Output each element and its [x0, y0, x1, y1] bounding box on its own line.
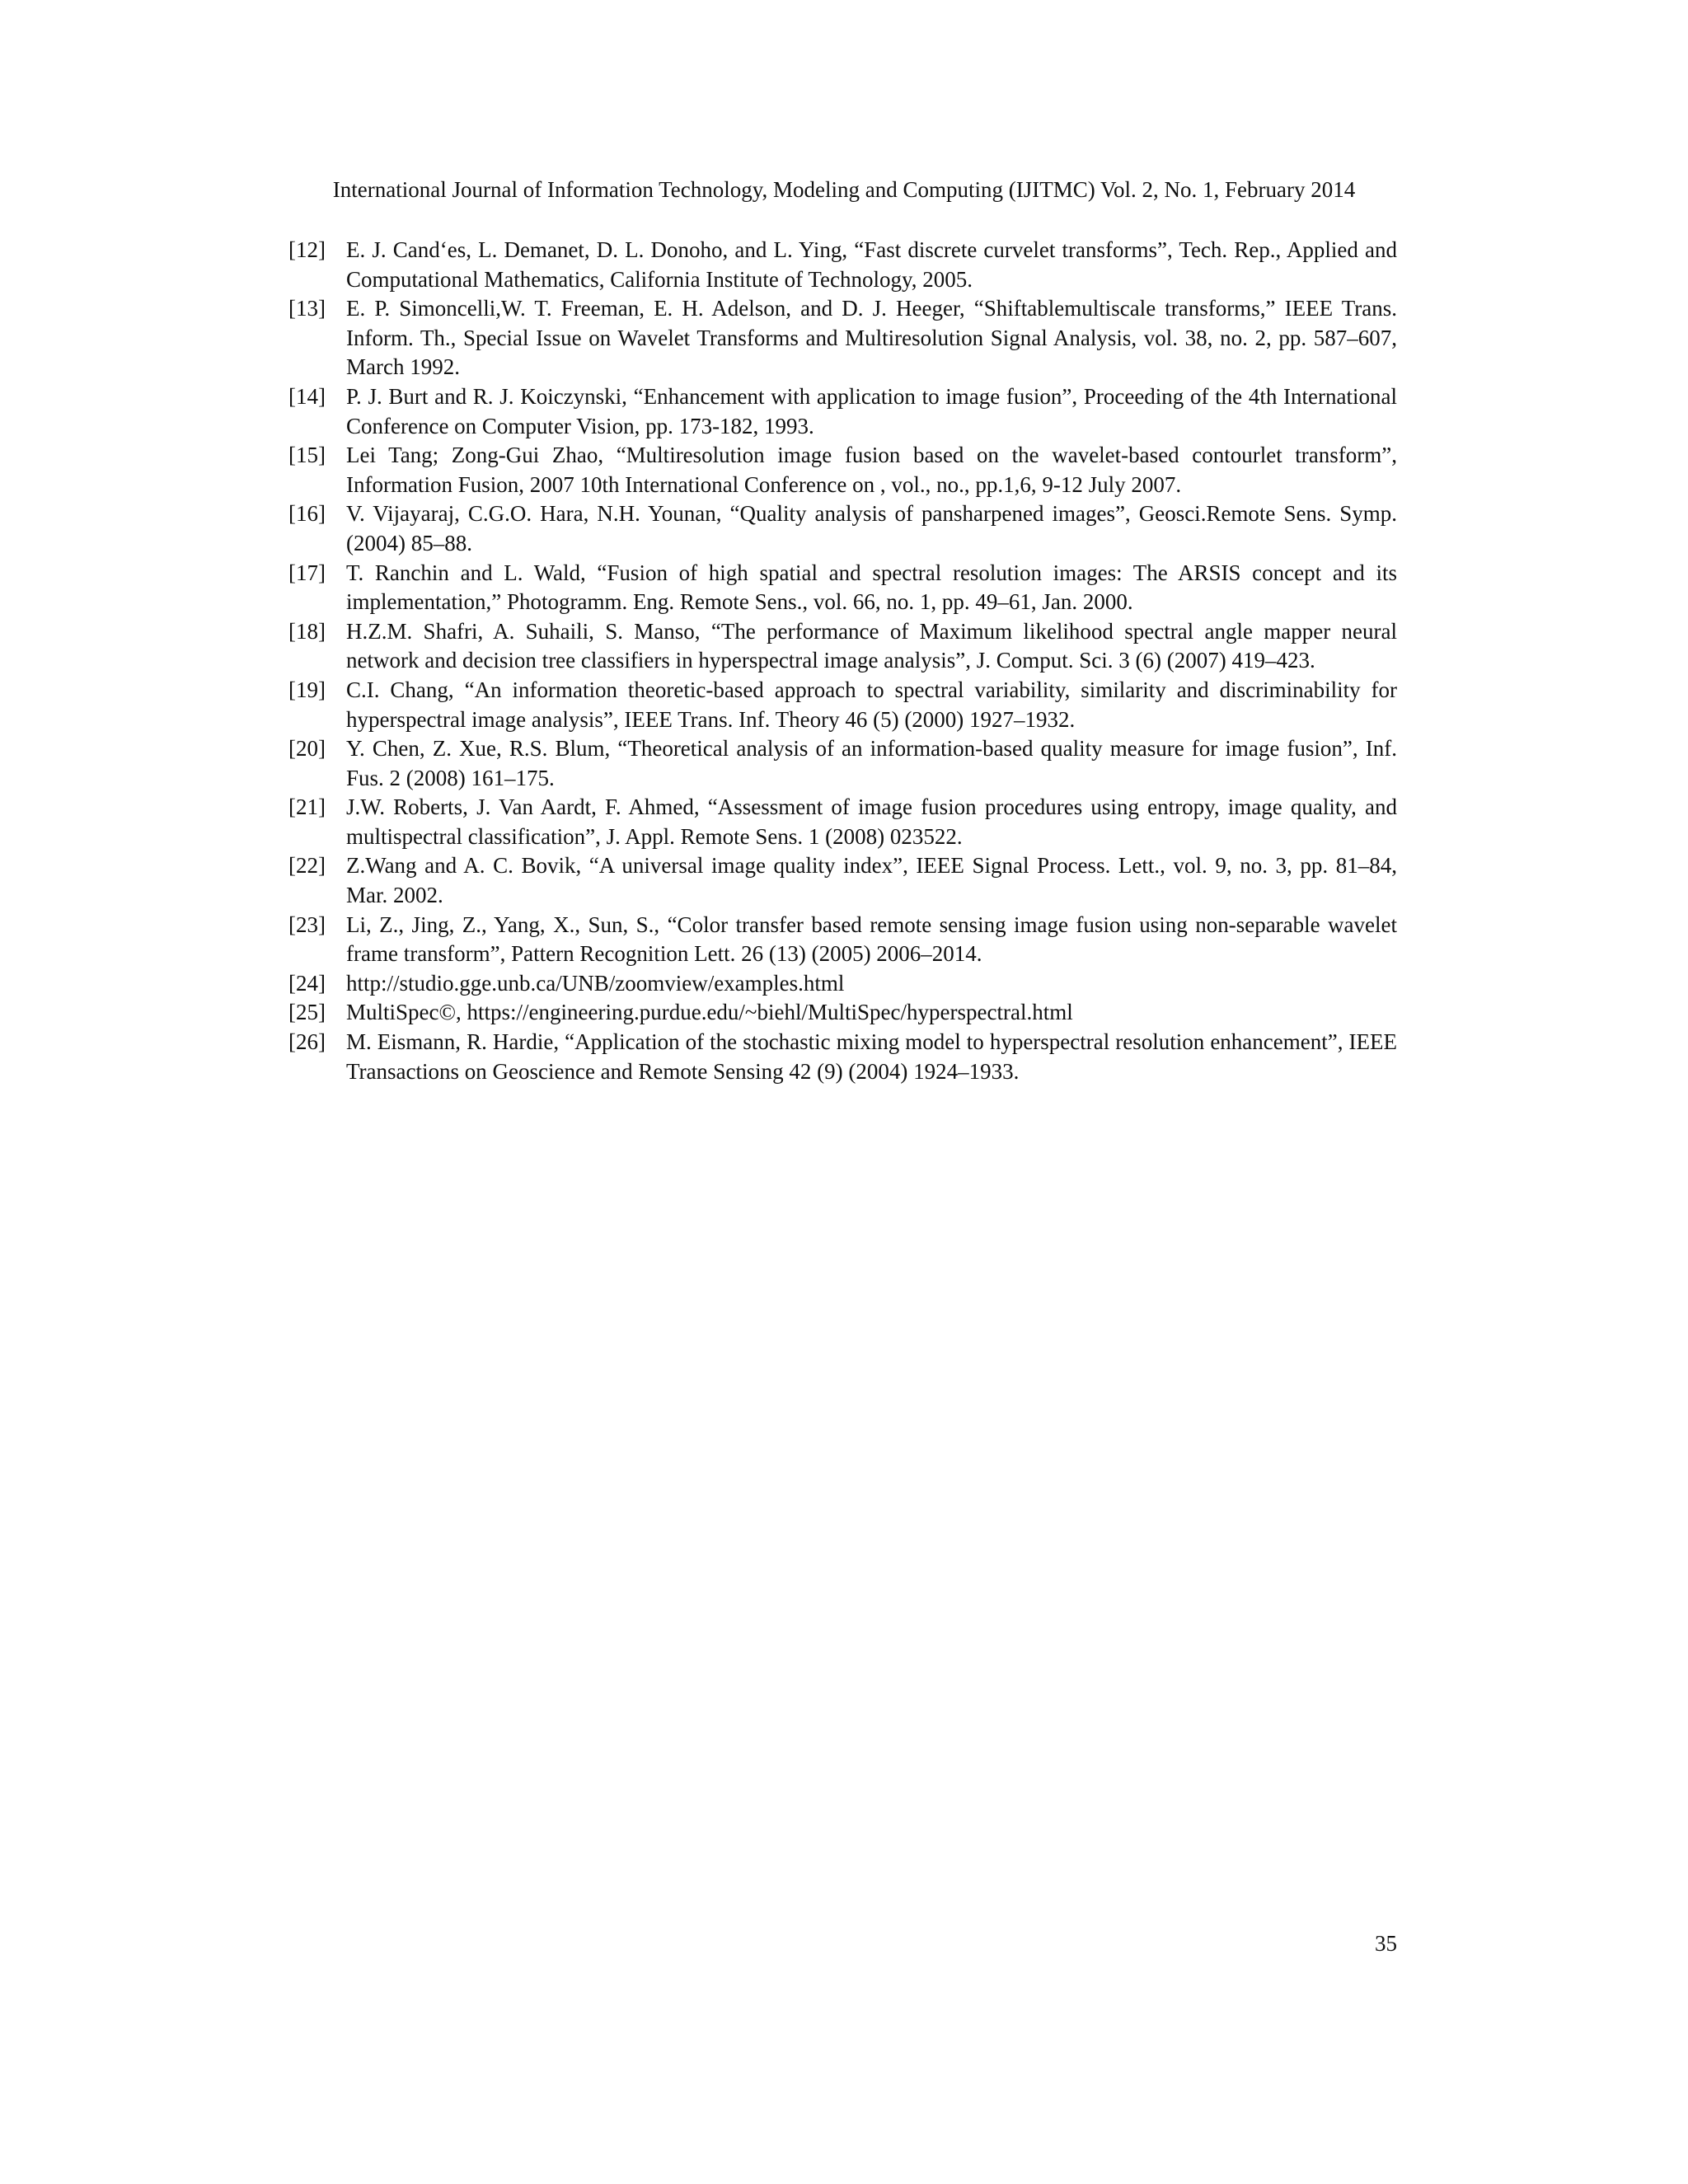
- reference-item: [288, 441, 1397, 499]
- reference-number: [21]: [288, 794, 326, 820]
- reference-number: [12]: [288, 237, 326, 262]
- reference-number: [23]: [288, 912, 326, 937]
- reference-url: MultiSpec©, https://engineering.purdue.edu/~biehl/MultiSpec/hyperspectral.html: [346, 1000, 1073, 1025]
- reference-item: [288, 382, 1397, 441]
- reference-text: J.W. Roberts, J. Van Aardt, F. Ahmed, “Assessment of image fusion procedures using entropy, image quality, and multispectral classification”, J. Appl. Remote Sens. 1 (2008) 023522.: [346, 794, 1397, 849]
- reference-item: [288, 294, 1397, 382]
- reference-item: [288, 236, 1397, 294]
- reference-number: [26]: [288, 1029, 326, 1055]
- reference-text: T. Ranchin and L. Wald, “Fusion of high spatial and spectral resolution images: The ARSIS concept and its implementation,” Photogramm. Eng. Remote Sens., vol. 66, no. 1, pp. 49–61, Jan. 2000.: [346, 560, 1397, 615]
- reference-number: [20]: [288, 736, 326, 762]
- reference-number: [22]: [288, 853, 326, 879]
- reference-text: E. J. Cand‘es, L. Demanet, D. L. Donoho, and L. Ying, “Fast discrete curvelet transforms”, Tech. Rep., Applied and Computational Mathematics, California Institute of Technology, 2005.: [346, 237, 1397, 292]
- reference-text: P. J. Burt and R. J. Koiczynski, “Enhancement with application to image fusion”, Proceeding of the 4th International Conference on Computer Vision, pp. 173-182, 1993.: [346, 383, 1397, 438]
- reference-number: [19]: [288, 677, 326, 702]
- reference-number: [14]: [288, 383, 326, 409]
- reference-item: [288, 499, 1397, 558]
- reference-text: Lei Tang; Zong-Gui Zhao, “Multiresolution image fusion based on the wavelet-based contourlet transform”, Information Fusion, 2007 10th International Conference on , vol., no., pp.1,6, 9-12 July 2007.: [346, 443, 1397, 497]
- reference-item: [288, 676, 1397, 734]
- reference-number: [16]: [288, 501, 326, 527]
- reference-item: [288, 734, 1397, 793]
- reference-number: [25]: [288, 1000, 326, 1025]
- reference-number: [17]: [288, 560, 326, 585]
- reference-item: [288, 559, 1397, 617]
- reference-url: http://studio.gge.unb.ca/UNB/zoomview/examples.html: [346, 970, 845, 996]
- reference-item: [288, 851, 1397, 910]
- reference-item: [288, 793, 1397, 851]
- reference-item: [288, 1028, 1397, 1086]
- reference-text: Li, Z., Jing, Z., Yang, X., Sun, S., “Color transfer based remote sensing image fusion using non-separable wavelet frame transform”, Pattern Recognition Lett. 26 (13) (2005) 2006–2014.: [346, 912, 1397, 967]
- running-header: International Journal of Information Technology, Modeling and Computing (IJITMC) Vol. 2, No. 1, February 2014: [332, 177, 1356, 202]
- reference-number: [13]: [288, 296, 326, 321]
- reference-text: Y. Chen, Z. Xue, R.S. Blum, “Theoretical analysis of an information-based quality measure for image fusion”, Inf. Fus. 2 (2008) 161–175.: [346, 736, 1397, 790]
- reference-item: [288, 617, 1397, 676]
- reference-text: E. P. Simoncelli,W. T. Freeman, E. H. Adelson, and D. J. Heeger, “Shiftablemultiscale transforms,” IEEE Trans. Inform. Th., Special Issue on Wavelet Transforms and Multiresolution Signal Analysis, vol. 38, no. 2, pp. 587–607, March 1992.: [346, 296, 1397, 380]
- page-number: 35: [1375, 1931, 1397, 1956]
- reference-text: C.I. Chang, “An information theoretic-based approach to spectral variability, similarity and discriminability for hyperspectral image analysis”, IEEE Trans. Inf. Theory 46 (5) (2000) 1927–1932.: [346, 677, 1397, 732]
- reference-number: [18]: [288, 618, 326, 644]
- reference-text: H.Z.M. Shafri, A. Suhaili, S. Manso, “The performance of Maximum likelihood spectral angle mapper neural network and decision tree classifiers in hyperspectral image analysis”, J. Comput. Sci. 3 (6) (2007) 419–423.: [346, 618, 1397, 673]
- reference-text: Z.Wang and A. C. Bovik, “A universal image quality index”, IEEE Signal Process. Lett., vol. 9, no. 3, pp. 81–84, Mar. 2002.: [346, 853, 1397, 908]
- reference-item: [288, 969, 1397, 999]
- reference-text: V. Vijayaraj, C.G.O. Hara, N.H. Younan, “Quality analysis of pansharpened images”, Geosci.Remote Sens. Symp. (2004) 85–88.: [346, 501, 1397, 555]
- reference-number: [15]: [288, 443, 326, 468]
- reference-number: [24]: [288, 970, 326, 996]
- reference-item: [288, 998, 1397, 1028]
- reference-item: [288, 911, 1397, 969]
- reference-list: [288, 236, 1397, 1086]
- reference-text: M. Eismann, R. Hardie, “Application of the stochastic mixing model to hyperspectral resolution enhancement”, IEEE Transactions on Geoscience and Remote Sensing 42 (9) (2004) 1924–1933.: [346, 1029, 1397, 1084]
